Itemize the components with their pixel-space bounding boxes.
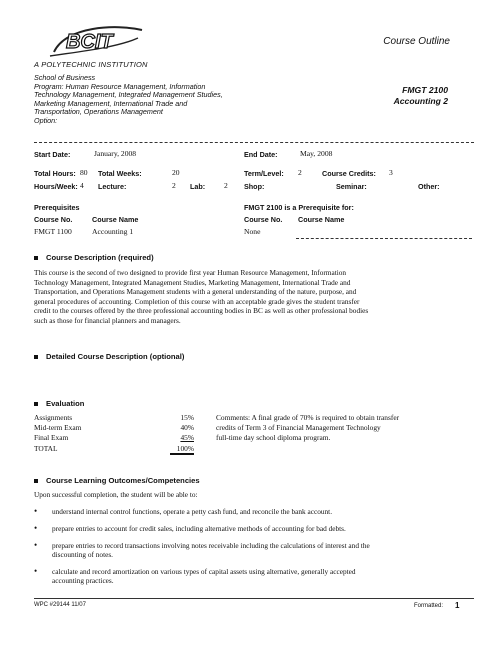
bullet-dot-icon: • [34,506,38,516]
eval-item: Final Exam [34,433,69,442]
eval-total-pct: 100% [170,444,194,455]
col-course-no: Course No. [34,215,73,224]
prerequisite-for-heading: FMGT 2100 is a Prerequisite for: [244,203,354,212]
bullet-dot-icon: • [34,523,38,533]
start-date-label: Start Date: [34,150,71,159]
shop-label: Shop: [244,182,265,191]
col-course-name-right: Course Name [298,215,345,224]
program-line: Technology Management, Integrated Management Studies, [34,90,223,100]
seminar-label: Seminar: [336,182,367,191]
eval-item: Mid-term Exam [34,423,82,432]
course-credits-value: 3 [389,168,393,177]
program-line: Transportation, Operations Management [34,107,163,117]
program-line: Marketing Management, International Trade and [34,98,188,108]
col-course-name: Course Name [92,215,139,224]
option-line: Option: [34,115,58,125]
square-bullet-icon [34,402,38,406]
col-course-no-right: Course No. [244,215,283,224]
eval-total-label: TOTAL [34,444,58,453]
square-bullet-icon [34,355,38,359]
end-date-label: End Date: [244,150,278,159]
lecture-value: 2 [172,181,176,190]
postreq-course-no: None [244,227,261,236]
page-number: 1 [455,601,460,610]
divider [296,238,472,239]
total-hours-label: Total Hours: [34,169,76,178]
total-hours-value: 80 [80,168,88,177]
school-name: School of Business [34,73,96,82]
bullet-dot-icon: • [34,540,38,550]
start-date-value: January, 2008 [94,149,137,158]
course-code: FMGT 2100 [402,85,448,95]
bcit-logo [46,22,146,60]
eval-pct: 15% [180,413,194,422]
square-bullet-icon [34,479,38,483]
prerequisites-heading: Prerequisites [34,203,80,212]
footer-rule [34,598,474,599]
outcomes-intro: Upon successful completion, the student will be able to: [34,490,198,499]
list-item: • calculate and record amortization on various types of capital assets using alternative, generally accepted accounting practices. [34,566,356,586]
divider [34,142,474,143]
other-label: Other: [418,182,440,191]
list-item: • prepare entries to account for credit sales, including alternative methods of accounting for bad debts. [34,523,346,533]
evaluation-comments: Comments: A final grade of 70% is required to obtain transfer credits of Term 3 of Financial Management Technology full-time day school diploma program. [216,413,400,442]
doc-type-title: Course Outline [383,36,450,47]
logo-text: BCIT [66,31,113,53]
list-item: • understand internal control functions, operate a petty cash fund, and reconcile the bank account. [34,506,333,516]
evaluation-heading: Evaluation [34,399,84,408]
course-credits-label: Course Credits: [322,169,376,178]
course-title: Accounting 2 [393,95,448,106]
outcomes-heading: Course Learning Outcomes/Competencies [34,476,200,485]
footer-formatted: Formatted: [414,603,444,609]
eval-item: Assignments [34,413,73,422]
footer-doc-id: WPC #29144 11/07 [34,602,86,608]
total-weeks-label: Total Weeks: [98,169,142,178]
program-line: Program: Human Resource Management, Information [34,81,206,91]
course-description-text: This course is the second of two designed to provide first year Human Resource Management, Information Technology Management, Integrated Management Studies, Marketing Management, International Trade and Transportation, and Operations Management students with a general understanding of the nature, purpose, and general procedures of accounting. Completion of this course with an acceptable grade gives the student transfer credit to the courses offered by the three professional accounting bodies in BC as well as other professional bodies such as those for financial planners and managers. [34,268,369,325]
detailed-description-heading: Detailed Course Description (optional) [34,352,184,361]
lab-label: Lab: [190,182,206,191]
eval-pct: 45% [180,433,194,442]
bullet-dot-icon: • [34,566,38,576]
term-level-label: Term/Level: [244,169,284,178]
prereq-course-no: FMGT 1100 [34,227,72,236]
list-item: • prepare entries to record transactions involving notes receivable including the calculations of interest and the discounting of notes. [34,540,370,560]
lab-value: 2 [224,181,228,190]
prereq-course-name: Accounting 1 [92,227,134,236]
hours-week-label: Hours/Week: [34,182,78,191]
lecture-label: Lecture: [98,182,127,191]
total-weeks-value: 20 [172,168,180,177]
course-code-block [394,85,448,106]
end-date-value: May, 2008 [300,149,333,158]
hours-week-value: 4 [80,181,84,190]
eval-pct: 40% [180,423,194,432]
school-program-block [34,74,294,126]
term-level-value: 2 [298,168,302,177]
course-description-heading: Course Description (required) [34,253,154,262]
square-bullet-icon [34,256,38,260]
tagline: A POLYTECHNIC INSTITUTION [34,60,148,69]
